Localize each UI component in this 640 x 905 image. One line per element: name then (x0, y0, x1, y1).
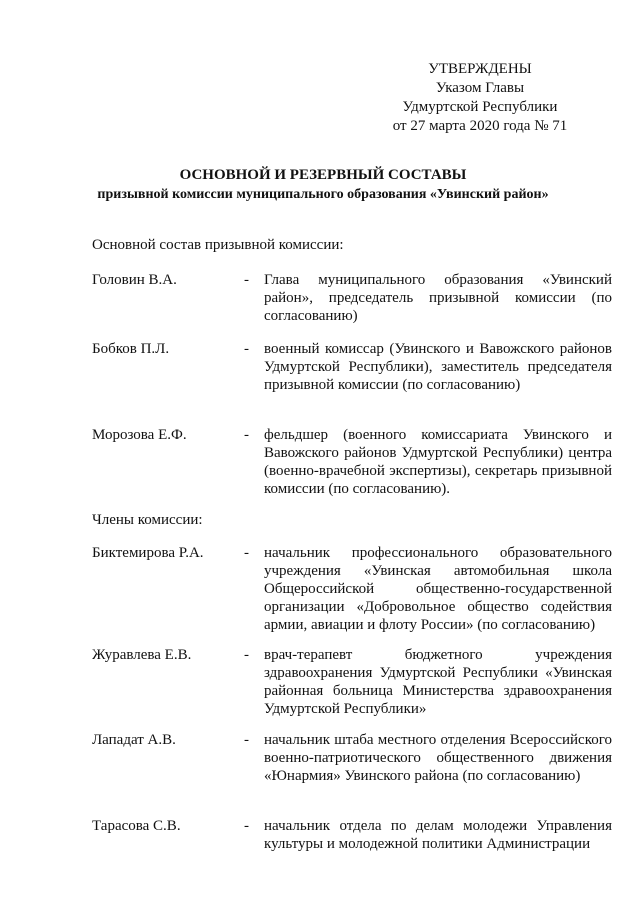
member-dash: - (244, 272, 249, 288)
member-name: Головин В.А. (92, 272, 177, 288)
member-name: Биктемирова Р.А. (92, 545, 204, 561)
member-dash: - (244, 818, 249, 834)
member-role: начальник штаба местного отделения Всероссийского военно-патриотического общественного движения «Юнармия» Увинского района (по согласованию) (264, 732, 612, 784)
main-section-heading: Основной состав призывной комиссии: (92, 237, 344, 253)
member-dash: - (244, 545, 249, 561)
approval-line-1: УТВЕРЖДЕНЫ (428, 61, 532, 77)
member-name: Тарасова С.В. (92, 818, 181, 834)
member-role: начальник профессионального образовательного учреждения «Увинская автомобильная школа Общероссийской общественно-государственной организации «Добровольное общество содействия армии, авиации и флоту России» (по согласованию) (264, 545, 612, 633)
title-sub: призывной комиссии муниципального образования «Увинский район» (97, 187, 549, 202)
member-name: Лападат А.В. (92, 732, 176, 748)
approval-stamp (380, 60, 580, 136)
member-dash: - (244, 427, 249, 443)
members-section-heading: Члены комиссии: (92, 512, 203, 528)
member-role: Глава муниципального образования «Увинский район», председатель призывной комиссии (по согласованию) (264, 272, 612, 324)
member-role: фельдшер (военного комиссариата Увинского и Вавожского районов Удмуртской Республики) центра (военно-врачебной экспертизы), секретарь призывной комиссии (по согласованию). (264, 427, 612, 497)
approval-line-2: Указом Главы (435, 80, 525, 96)
member-dash: - (244, 732, 249, 748)
member-role: начальник отдела по делам молодежи Управления культуры и молодежной политики Администрации (264, 818, 612, 852)
approval-line-4: от 27 марта 2020 года № 71 (392, 118, 568, 134)
member-dash: - (244, 647, 249, 663)
approval-line-3: Удмуртской Республики (402, 99, 558, 115)
member-name: Морозова Е.Ф. (92, 427, 187, 443)
title-main: ОСНОВНОЙ И РЕЗЕРВНЫЙ СОСТАВЫ (179, 167, 467, 183)
member-dash: - (244, 341, 249, 357)
member-role: врач-терапевт бюджетного учреждения здравоохранения Удмуртской Республики «Увинская районная больница Министерства здравоохранения Удмуртской Республики» (264, 647, 612, 717)
member-role: военный комиссар (Увинского и Вавожского районов Удмуртской Республики), заместитель председателя призывной комиссии (по согласованию) (264, 341, 612, 393)
member-name: Бобков П.Л. (92, 341, 170, 357)
document-title (60, 165, 586, 205)
member-name: Журавлева Е.В. (92, 647, 192, 663)
